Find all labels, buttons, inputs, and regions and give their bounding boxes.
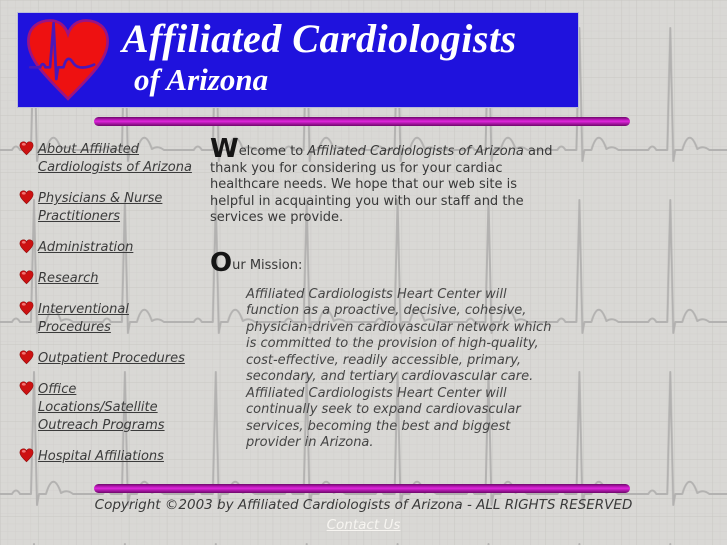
heart-bullet-icon — [18, 448, 35, 463]
welcome-rest: and thank you for considering us for your cardiac healthcare needs. We hope that our web site is helpful in acquainting you with our staff and the services we provide. — [210, 144, 553, 225]
contact-us-link[interactable]: Contact Us — [326, 517, 401, 533]
contact-row — [0, 514, 727, 533]
sidebar-link-administration[interactable]: Administration — [38, 240, 134, 255]
sidebar-link-interventional[interactable]: Interventional Procedures — [38, 302, 129, 335]
sidebar-item-administration[interactable] — [20, 238, 192, 256]
heart-bullet-icon — [18, 270, 35, 285]
sidebar-item-research[interactable] — [20, 269, 192, 287]
welcome-emphasis: Affiliated Cardiologists of Arizona — [307, 144, 524, 159]
site-subtitle: of Arizona — [134, 62, 269, 97]
heart-ekg-icon — [23, 16, 113, 106]
sidebar-link-offices[interactable]: Office Locations/Satellite Outreach Programs — [38, 382, 165, 433]
divider-top — [94, 117, 630, 126]
mission-heading-text: ur Mission: — [232, 257, 303, 273]
heart-bullet-icon — [18, 141, 35, 156]
heart-bullet-icon — [18, 301, 35, 316]
heart-bullet-icon — [18, 239, 35, 254]
sidebar-link-hospitals[interactable]: Hospital Affiliations — [38, 449, 164, 464]
sidebar-item-interventional[interactable] — [20, 300, 192, 336]
sidebar-item-hospitals[interactable] — [20, 447, 192, 465]
sidebar-link-outpatient[interactable]: Outpatient Procedures — [38, 351, 185, 366]
mission-heading — [210, 247, 558, 278]
divider-bottom — [94, 484, 630, 493]
welcome-paragraph — [210, 134, 558, 227]
sidebar-nav — [20, 140, 190, 478]
welcome-dropcap: W — [210, 134, 239, 164]
sidebar-link-about[interactable]: About Affiliated Cardiologists of Arizona — [38, 142, 192, 175]
heart-bullet-icon — [18, 381, 35, 396]
sidebar-link-research[interactable]: Research — [38, 271, 99, 286]
sidebar-item-about[interactable] — [20, 140, 192, 176]
mission-dropcap: O — [210, 247, 233, 278]
sidebar-link-physicians[interactable]: Physicians & Nurse Practitioners — [38, 191, 163, 224]
site-title: Affiliated Cardiologists — [122, 16, 517, 61]
mission-statement: Affiliated Cardiologists Heart Center will function as a proactive, decisive, cohesive, physician-driven cardiovascular network which is committed to the provision of high-quality, cost-effective, readily accessible, primary, secondary, and tertiary cardiovascular care. Affiliated Cardiologists Heart Center will continually seek to expand cardiovascular services, becoming the best and biggest provider in Arizona. — [246, 286, 552, 450]
sidebar-item-offices[interactable] — [20, 380, 192, 434]
sidebar-item-outpatient[interactable] — [20, 349, 192, 367]
welcome-lead: elcome to — [238, 144, 308, 159]
sidebar-item-physicians[interactable] — [20, 189, 192, 225]
site-banner — [18, 13, 578, 107]
copyright-notice: Copyright ©2003 by Affiliated Cardiologists of Arizona - ALL RIGHTS RESERVED — [94, 497, 633, 513]
main-content — [210, 134, 558, 452]
heart-bullet-icon — [18, 190, 35, 205]
heart-bullet-icon — [18, 350, 35, 365]
